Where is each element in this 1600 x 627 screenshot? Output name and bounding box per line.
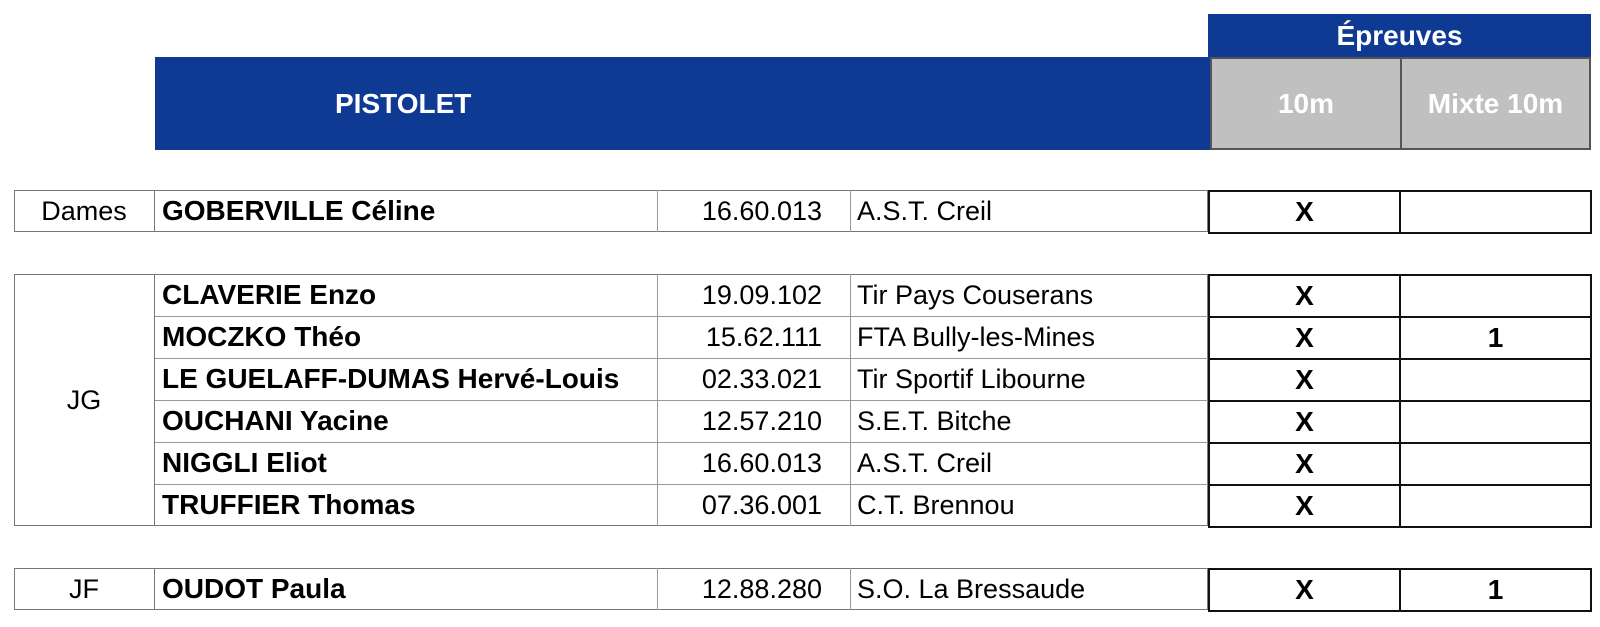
discipline-header [155,57,1211,150]
event-mixte-10m-cell [1399,400,1592,444]
licence-number: 16.60.013 [657,442,850,484]
competitor-name: LE GUELAFF-DUMAS Hervé-Louis [162,363,620,394]
competitor-name: TRUFFIER Thomas [162,489,416,520]
event-mixte-10m-cell [1399,358,1592,402]
licence-number: 16.60.013 [657,190,850,232]
discipline-title: PISTOLET [335,87,472,119]
event-mixte-10m-cell [1399,442,1592,486]
competitor-name: NIGGLI Eliot [162,447,327,478]
event-10m-cell: X [1208,190,1401,234]
category-label: JF [14,568,155,610]
competitor-name: GOBERVILLE Céline [162,195,436,226]
club-name: A.S.T. Creil [850,442,1208,484]
club-name: FTA Bully-les-Mines [850,316,1208,358]
event-10m-cell: X [1208,568,1401,612]
event-mixte-10m-cell: 1 [1399,568,1592,612]
column-header-10m: 10m [1210,57,1402,150]
licence-number: 12.57.210 [657,400,850,442]
licence-number: 02.33.021 [657,358,850,400]
club-name: Tir Sportif Libourne [850,358,1208,400]
club-name: Tir Pays Couserans [850,274,1208,316]
event-10m-cell: X [1208,484,1401,528]
category-label: Dames [14,190,155,232]
event-10m-cell: X [1208,358,1401,402]
licence-number: 07.36.001 [657,484,850,526]
event-10m-cell: X [1208,316,1401,360]
competitor-name: OUCHANI Yacine [162,405,389,436]
event-mixte-10m-cell [1399,484,1592,528]
competitor-name: CLAVERIE Enzo [162,279,377,310]
event-mixte-10m-cell [1399,274,1592,318]
club-name: S.O. La Bressaude [850,568,1208,610]
club-name: S.E.T. Bitche [850,400,1208,442]
event-10m-cell: X [1208,400,1401,444]
event-10m-cell: X [1208,442,1401,486]
club-name: C.T. Brennou [850,484,1208,526]
licence-number: 19.09.102 [657,274,850,316]
category-label: JG [14,274,155,526]
competitor-name: MOCZKO Théo [162,321,362,352]
licence-number: 12.88.280 [657,568,850,610]
event-10m-cell: X [1208,274,1401,318]
competitor-name: OUDOT Paula [162,573,346,604]
column-header-mixte-10m: Mixte 10m [1400,57,1591,150]
epreuves-header: Épreuves [1208,14,1591,58]
licence-number: 15.62.111 [657,316,850,358]
event-mixte-10m-cell [1399,190,1592,234]
club-name: A.S.T. Creil [850,190,1208,232]
event-mixte-10m-cell: 1 [1399,316,1592,360]
